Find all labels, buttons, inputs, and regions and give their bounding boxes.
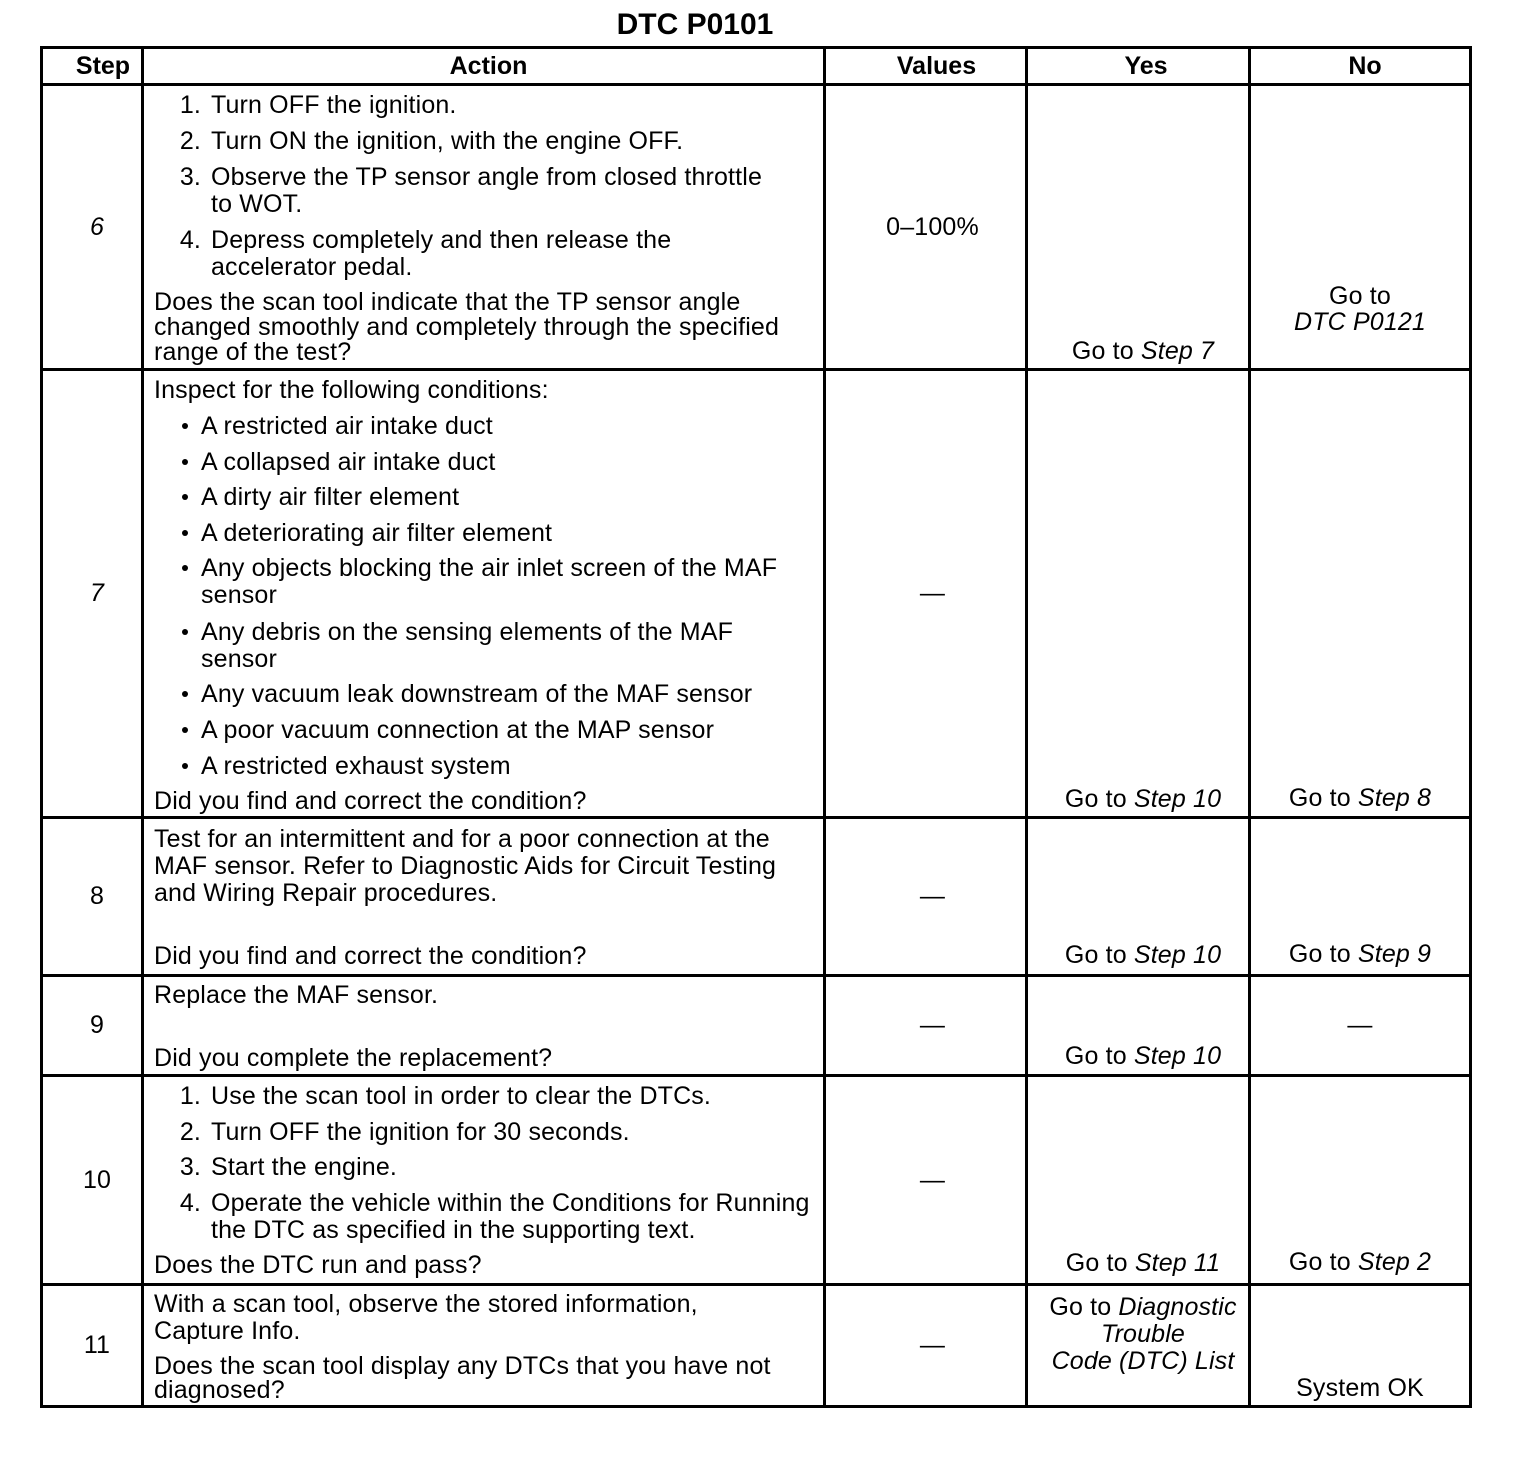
action-cell (144, 86, 823, 368)
no-cell (1251, 371, 1469, 816)
goto-prefix: Go to (1064, 1042, 1127, 1070)
values-text: — (919, 1011, 946, 1039)
item-text: Turn ON the ignition, with the engine OFF. (211, 127, 684, 155)
values-cell (826, 371, 1025, 816)
goto-prefix: Go to (1065, 1249, 1128, 1277)
page-title: DTC P0101 (616, 8, 774, 41)
bullet-icon (182, 629, 188, 635)
goto-prefix: Go to (1288, 784, 1351, 812)
step-number: 6 (89, 212, 105, 241)
item-number: 3. (179, 1153, 201, 1181)
no-result: System OK (1296, 1374, 1424, 1402)
yes-result (1038, 1043, 1248, 1070)
action-text: With a scan tool, observe the stored information, Capture Info. (154, 1290, 698, 1345)
item-number: 4. (179, 226, 201, 254)
item-text: Use the scan tool in order to clear the DTCs. (211, 1082, 712, 1110)
values-text: — (919, 1331, 946, 1359)
goto-prefix: Go to (1064, 941, 1127, 969)
bullet-icon (182, 763, 188, 769)
bullet-text: A poor vacuum connection at the MAP sensor (201, 716, 715, 744)
values-text: — (919, 882, 946, 910)
no-result (1251, 941, 1469, 968)
question-text: Does the scan tool display any DTCs that you have not diagnosed? (154, 1352, 771, 1404)
goto-prefix: Go to (1064, 785, 1127, 813)
item-text: Observe the TP sensor angle from closed throttle to WOT. (211, 163, 762, 218)
step-reference: Step 10 (1133, 941, 1222, 969)
action-cell (144, 1077, 823, 1283)
action-item (179, 1082, 712, 1110)
values-cell (826, 819, 1025, 974)
bullet-item (201, 484, 459, 511)
bullet-icon (182, 727, 188, 733)
step-cell (43, 819, 141, 974)
question-text: Did you find and correct the condition? (154, 942, 587, 970)
bullet-icon (182, 459, 188, 465)
bullet-icon (182, 565, 188, 571)
item-number: 4. (179, 1189, 201, 1217)
step-number: 8 (89, 882, 105, 910)
bullet-icon (182, 691, 188, 697)
no-result (1251, 283, 1469, 335)
goto-prefix: Go to (1288, 1248, 1351, 1276)
bullet-icon (182, 530, 188, 536)
intro-text: Inspect for the following conditions: (154, 376, 549, 404)
step-reference: Step 8 (1357, 784, 1432, 812)
goto-prefix: Go to (1049, 1293, 1112, 1321)
step-reference: Step 9 (1357, 940, 1432, 968)
bullet-item (201, 413, 493, 440)
step-reference: Diagnostic Trouble Code (DTC) List (1051, 1293, 1237, 1375)
goto-prefix: Go to (1288, 940, 1351, 968)
goto-prefix: Go to (1071, 337, 1134, 365)
no-cell (1251, 819, 1469, 974)
action-cell (144, 977, 823, 1074)
step-number: 9 (89, 1011, 105, 1039)
step-reference: Step 10 (1133, 785, 1222, 813)
yes-result (1038, 942, 1248, 969)
step-cell (43, 1286, 141, 1405)
header-step: Step (43, 49, 141, 83)
item-number: 2. (179, 127, 201, 155)
no-cell (1251, 86, 1469, 368)
bullet-text: Any debris on the sensing elements of the MAF sensor (201, 618, 734, 673)
yes-cell (1028, 1077, 1248, 1283)
bullet-icon (182, 494, 188, 500)
bullet-item (201, 681, 752, 708)
action-item (179, 226, 672, 281)
step-reference: DTC P0121 (1294, 308, 1426, 336)
bullet-item (201, 753, 511, 780)
question-text: Did you complete the replacement? (154, 1044, 553, 1072)
action-item (179, 1118, 630, 1146)
step-number: 10 (82, 1165, 112, 1194)
question-text: Did you find and correct the condition? (154, 787, 587, 815)
item-text: Depress completely and then release the accelerator pedal. (211, 226, 672, 281)
item-number: 1. (179, 91, 201, 119)
values-cell (826, 1286, 1025, 1405)
no-cell (1251, 1286, 1469, 1405)
action-item (179, 91, 457, 119)
bullet-text: A dirty air filter element (201, 483, 460, 511)
step-number: 7 (89, 579, 105, 607)
values-cell (826, 1077, 1025, 1283)
step-cell (43, 86, 141, 368)
item-text: Turn OFF the ignition. (211, 91, 457, 119)
action-text: Test for an intermittent and for a poor connection at the MAF sensor. Refer to Diagnostic Aids for Circuit Testing and Wiring Repair procedures. (154, 825, 777, 907)
action-item (179, 1153, 398, 1181)
bullet-item (201, 520, 552, 547)
action-item (179, 1189, 810, 1244)
step-reference: Step 11 (1134, 1249, 1221, 1277)
no-result (1251, 785, 1469, 812)
action-cell (144, 371, 823, 816)
step-number: 11 (83, 1331, 111, 1359)
action-cell (144, 1286, 823, 1405)
bullet-text: A deteriorating air filter element (201, 519, 553, 547)
header-yes: Yes (1028, 49, 1248, 83)
yes-cell (1028, 371, 1248, 816)
yes-result (1038, 338, 1248, 365)
header-no: No (1251, 49, 1469, 83)
bullet-text: A restricted exhaust system (201, 752, 511, 780)
yes-cell (1028, 1286, 1248, 1405)
header-action: Action (144, 49, 823, 83)
yes-result (1038, 786, 1248, 813)
yes-result (1038, 1250, 1248, 1277)
yes-cell (1028, 977, 1248, 1074)
yes-cell (1028, 86, 1248, 368)
no-result: — (1347, 1011, 1373, 1039)
no-cell (1251, 1077, 1469, 1283)
step-cell (43, 371, 141, 816)
values-text: — (919, 579, 946, 607)
question-text: Does the DTC run and pass? (154, 1251, 482, 1279)
no-cell (1251, 977, 1469, 1074)
bullet-item (201, 619, 733, 673)
action-item (179, 127, 684, 155)
values-text: — (919, 1165, 946, 1194)
action-cell (144, 819, 823, 974)
step-reference: Step 10 (1133, 1042, 1222, 1070)
bullet-item (201, 555, 777, 609)
bullet-item (201, 449, 496, 476)
item-text: Turn OFF the ignition for 30 seconds. (211, 1118, 630, 1146)
yes-result (1038, 1294, 1248, 1375)
values-cell (826, 977, 1025, 1074)
bullet-icon (182, 423, 188, 429)
bullet-item (201, 717, 714, 744)
bullet-text: Any objects blocking the air inlet screen of the MAF sensor (201, 554, 778, 609)
item-text: Operate the vehicle within the Conditions for Running the DTC as specified in the supporting text. (211, 1189, 810, 1244)
header-values: Values (826, 49, 1025, 83)
question-text: Does the scan tool indicate that the TP sensor angle changed smoothly and completely through the specified range of the test? (154, 288, 780, 366)
item-number: 3. (179, 163, 201, 191)
goto-prefix: Go to (1329, 282, 1391, 310)
item-number: 1. (179, 1082, 201, 1110)
no-result (1251, 1249, 1469, 1276)
action-item (179, 163, 762, 218)
bullet-text: A collapsed air intake duct (201, 448, 496, 476)
step-reference: Step 7 (1140, 337, 1215, 365)
item-text: Start the engine. (211, 1153, 398, 1181)
step-cell (43, 977, 141, 1074)
values-cell (826, 86, 1025, 368)
values-text: 0–100% (886, 212, 979, 241)
step-reference: Step 2 (1357, 1248, 1432, 1276)
diagnostic-table (40, 46, 1472, 1408)
step-cell (43, 1077, 141, 1283)
bullet-text: Any vacuum leak downstream of the MAF sensor (201, 680, 753, 708)
item-number: 2. (179, 1118, 201, 1146)
action-text: Replace the MAF sensor. (154, 981, 439, 1009)
bullet-text: A restricted air intake duct (201, 412, 493, 440)
yes-cell (1028, 819, 1248, 974)
